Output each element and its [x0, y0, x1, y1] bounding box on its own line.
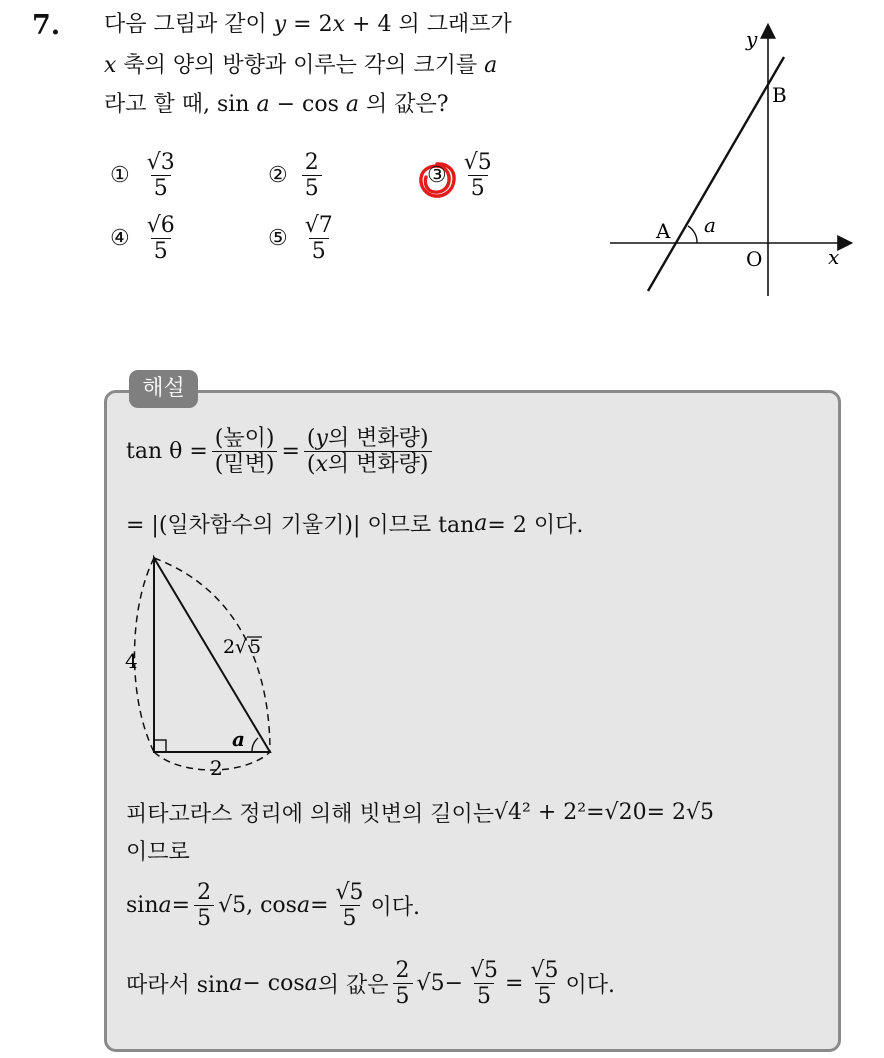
label-x: x — [828, 245, 840, 269]
right-angle-mark — [154, 740, 166, 752]
angle-a-arc — [252, 738, 258, 752]
question-number: 7. — [32, 10, 61, 41]
sin-cos-line: sin a = $\frac{2}{5}$ √ 5 , cos a = $\frac{√5}{5}$ 이다. — [126, 880, 421, 932]
hyp-sqrt-sign: √ — [235, 636, 248, 658]
slope-line: = |(일차함수의 기울기)| 이므로 tan a = 2 이다. — [126, 511, 584, 538]
question-line-2: x 축의 양의 방향과 이루는 각의 크기를 a — [104, 53, 498, 78]
graph-line — [648, 57, 784, 291]
angle-a-label: a — [232, 727, 245, 751]
choice-1-value: $\frac{√3}{5}$ — [146, 150, 175, 202]
choice-2-value: $\frac{2}{5}$ — [302, 150, 322, 202]
pythagoras-line: 피타고라스 정리에 의해 빗변의 길이는 √ 4² + 2² = √ 20 = 2 √ 5 — [126, 800, 715, 827]
angle-arc — [688, 226, 697, 243]
pythagoras-line-2: 이므로 — [126, 840, 190, 865]
label-angle: a — [704, 213, 716, 237]
label-O: O — [746, 247, 763, 271]
choice-5[interactable]: ⑤ $\frac{√7}{5}$ — [268, 213, 340, 265]
right-triangle-figure — [120, 550, 280, 780]
question-line-1: 다음 그림과 같이 y = 2x + 4 의 그래프가 — [104, 12, 512, 37]
question-line-3: 라고 할 때, sin a − cos a 의 값은? — [104, 92, 449, 117]
explanation-tab: 해설 — [129, 370, 198, 408]
choice-3-value: $\frac{√5}{5}$ — [463, 150, 492, 202]
choice-4-value: $\frac{√6}{5}$ — [146, 213, 175, 265]
label-y: y — [746, 27, 758, 51]
side-vertical-label: 4 — [125, 649, 138, 673]
line-graph — [600, 20, 860, 300]
side-bottom-label: 2 — [210, 756, 223, 780]
tan-definition: tan θ = $\frac{\text{(높이)}}{\text{(밑변)}}$ = $\frac{\text{(y의 변화량)}}{\text{(x의 변화량)}}$ — [126, 426, 436, 478]
choice-5-value: $\frac{√7}{5}$ — [304, 213, 333, 265]
hyp-radicand-label: 5 — [249, 636, 262, 658]
final-answer-line: 따라서 sin a − cos a 의 값은 $\frac{2}{5}$ √ 5 − $\frac{√5}{5}$ = $\frac{√5}{5}$ 이다. — [126, 958, 616, 1010]
choice-3[interactable]: ③ $\frac{√5}{5}$ — [427, 150, 499, 202]
choice-1[interactable]: ① $\frac{√3}{5}$ — [110, 150, 182, 202]
label-B: B — [772, 83, 787, 107]
hyp-coef-label: 2 — [223, 636, 236, 658]
choice-4[interactable]: ④ $\frac{√6}{5}$ — [110, 213, 182, 265]
choice-2[interactable]: ② $\frac{2}{5}$ — [268, 150, 326, 202]
label-A: A — [656, 219, 671, 243]
